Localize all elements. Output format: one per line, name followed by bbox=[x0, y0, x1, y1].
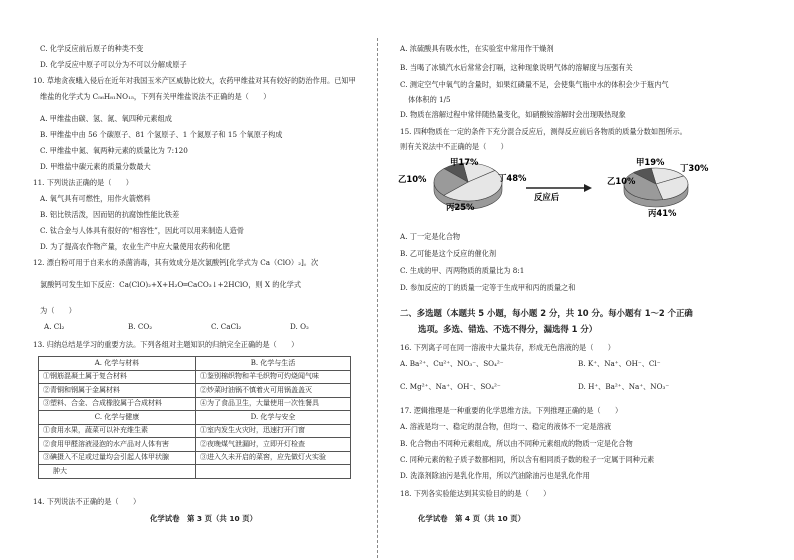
q10-option-c: C. 甲维盐中氮、氧两种元素的质量比为 7:120 bbox=[40, 146, 188, 155]
left-page bbox=[0, 0, 375, 560]
table-cell: ②夜晚煤气泄漏时，立即开灯检查 bbox=[196, 438, 351, 452]
pie-after-label-ding: 丁30% bbox=[680, 163, 709, 173]
arrow-label: 反应后 bbox=[534, 192, 560, 202]
q10-option-b: B. 甲维盐中由 56 个碳原子、81 个氢原子、1 个氮原子和 15 个氧原子构成 bbox=[40, 130, 283, 139]
table-cell bbox=[196, 465, 351, 479]
q15-stem-cont: 则有关说法中不正确的是（ ） bbox=[400, 142, 508, 151]
section-heading-cont: 选项。多选、错选、不选不得分，漏选得 1 分） bbox=[418, 324, 598, 334]
pie-before-label-yi: 乙10% bbox=[398, 174, 427, 184]
table-header: C. 化学与健康 bbox=[39, 411, 196, 425]
q10-stem-cont: 维盐的化学式为 C₅₆H₈₁NO₁₅，下列有关甲维盐说法不正确的是（ ） bbox=[40, 92, 271, 101]
pie-before-label-jia: 甲17% bbox=[450, 157, 479, 167]
q12-option-c: C. CaCl₂ bbox=[211, 322, 242, 331]
q10-stem: 10. 草地贪夜蛾入侵后在近年对我国玉米产区威胁比较大，农药甲维盐对其有较好的防治作用。已知甲 bbox=[33, 76, 356, 85]
q17-option-d: D. 洗涤剂除油污是乳化作用，所以汽油除油污也是乳化作用 bbox=[400, 471, 590, 480]
q15-pie-figure bbox=[398, 154, 728, 226]
q16-stem: 16. 下列离子可在同一溶液中大量共存，形成无色溶液的是（ ） bbox=[400, 343, 615, 352]
table-header: A. 化学与材料 bbox=[39, 357, 196, 371]
q14-option-c: C. 测定空气中氧气的含量时，如果红磷量不足，会使集气瓶中水的体积会少于瓶内气 bbox=[400, 80, 669, 89]
q13-stem: 13. 归纳总结是学习的重要方法。下列各组对主题知识的归纳完全正确的是（ ） bbox=[33, 340, 299, 349]
table-header: D. 化学与安全 bbox=[196, 411, 351, 425]
q11-option-b: B. 铝比铁活泼，因而铝的抗腐蚀性能比铁差 bbox=[40, 210, 180, 219]
q11-option-a: A. 氧气具有可燃性，用作火箭燃料 bbox=[40, 194, 151, 203]
q15-option-d: D. 参加反应的丁的质量一定等于生成甲和丙的质量之和 bbox=[400, 283, 576, 292]
table-cell: ②青铜和钢属于金属材料 bbox=[39, 384, 196, 398]
q17-option-a: A. 溶液是均一、稳定的混合物，但均一、稳定的液体不一定是溶液 bbox=[400, 422, 612, 431]
table-cell: 肿大 bbox=[39, 465, 196, 479]
q16-option-b: B. K⁺、Na⁺、OH⁻、Cl⁻ bbox=[578, 359, 661, 368]
q11-option-c: C. 钛合金与人体具有很好的“相容性”，因此可以用来制造人造骨 bbox=[40, 226, 245, 235]
table-cell: ①食用水果，蔬菜可以补充维生素 bbox=[39, 424, 196, 438]
right-page bbox=[382, 0, 794, 560]
q9-option-c: C. 化学反应前后原子的种类不变 bbox=[40, 44, 144, 53]
table-cell: ③塑料、合金、合成橡胶属于合成材料 bbox=[39, 397, 196, 411]
q18-stem: 18. 下列各实验能达到其实验目的的是（ ） bbox=[400, 489, 551, 498]
pie-before-label-bing: 丙25% bbox=[446, 202, 475, 212]
q12-option-d: D. O₂ bbox=[290, 322, 309, 331]
page-footer: 化学试卷 第 3 页（共 10 页） bbox=[150, 514, 258, 523]
page-footer: 化学试卷 第 4 页（共 10 页） bbox=[418, 514, 526, 523]
pie-after-label-yi: 乙10% bbox=[607, 176, 636, 186]
q14-option-d: D. 物质在溶解过程中常伴随热量变化，如硝酸铵溶解时会出现吸热现象 bbox=[400, 110, 626, 119]
column-divider bbox=[377, 38, 378, 558]
q15-option-c: C. 生成的甲、丙两物质的质量比为 8:1 bbox=[400, 266, 525, 275]
section-heading: 二、多选题（本题共 5 小题，每小题 2 分，共 10 分。每小题有 1～2 个正确 bbox=[400, 308, 693, 318]
q12-stem: 12. 漂白粉可用于自来水的杀菌消毒，其有效成分是次氯酸钙[化学式为 Ca（ClO）₂]。次 bbox=[33, 258, 319, 267]
q17-option-b: B. 化合物由不同种元素组成，所以由不同种元素组成的物质一定是化合物 bbox=[400, 439, 633, 448]
q11-stem: 11. 下列说法正确的是（ ） bbox=[33, 178, 133, 187]
q16-option-c: C. Mg²⁺、Na⁺、OH⁻、SO₄²⁻ bbox=[400, 382, 501, 391]
q15-option-b: B. 乙可能是这个反应的催化剂 bbox=[400, 249, 497, 258]
q13-knowledge-table bbox=[38, 356, 351, 479]
q14-option-b: B. 当喝了冰镇汽水后常常会打嗝，这种现象说明气体的溶解度与压强有关 bbox=[400, 63, 633, 72]
q10-option-a: A. 甲维盐由碳、氢、氮、氧四种元素组成 bbox=[40, 114, 172, 123]
q10-option-d: D. 甲维盐中碳元素的质量分数最大 bbox=[40, 162, 151, 171]
q15-option-a: A. 丁一定是化合物 bbox=[400, 232, 461, 241]
table-cell: ①室内发生火灾时，迅速打开门窗 bbox=[196, 424, 351, 438]
table-header: B. 化学与生活 bbox=[196, 357, 351, 371]
q12-stem-cont: 氯酸钙可发生如下反应：Ca(ClO)₂+X+H₂O═CaCO₃↓+2HClO，则 X 的化学式 bbox=[40, 280, 302, 289]
q14-option-c-cont: 体体积的 1/5 bbox=[408, 95, 451, 104]
q12-stem-end: 为（ ） bbox=[40, 306, 76, 315]
q15-stem: 15. 四种物质在一定的条件下充分混合反应后，测得反应前后各物质的质量分数如图所示。 bbox=[400, 127, 687, 136]
q11-option-d: D. 为了提高农作物产量，农业生产中应大量使用农药和化肥 bbox=[40, 242, 230, 251]
pie-before-label-ding: 丁48% bbox=[498, 173, 527, 183]
arrow-head-icon bbox=[584, 184, 592, 192]
table-cell: ④为了食品卫生，大量使用一次性餐具 bbox=[196, 397, 351, 411]
q17-option-c: C. 同种元素的粒子质子数都相同，所以含有相同质子数的粒子一定属于同种元素 bbox=[400, 455, 655, 464]
q14-option-a: A. 浓硫酸具有吸水性，在实验室中常用作干燥剂 bbox=[400, 44, 554, 53]
q9-option-d: D. 化学反应中原子可以分为不可以分解成原子 bbox=[40, 60, 187, 69]
q14-stem: 14. 下列说法不正确的是（ ） bbox=[33, 497, 141, 506]
table-cell: ③碘摄入不足或过量均会引起人体甲状腺 bbox=[39, 451, 196, 465]
q16-option-a: A. Ba²⁺、Cu²⁺、NO₃⁻、SO₄²⁻ bbox=[400, 359, 504, 368]
table-cell: ③进入久未开启的菜窖，应先做灯火实验 bbox=[196, 451, 351, 465]
pie-after-label-jia: 甲19% bbox=[636, 157, 665, 167]
table-cell: ②食用甲醛溶液浸泡的水产品对人体有害 bbox=[39, 438, 196, 452]
q12-option-a: A. Cl₂ bbox=[44, 322, 65, 331]
q12-option-b: B. CO₂ bbox=[128, 322, 153, 331]
table-cell: ①鉴别棉织物和羊毛织物可灼烧闻气味 bbox=[196, 370, 351, 384]
pie-after-label-bing: 丙41% bbox=[648, 208, 677, 218]
q16-option-d: D. H⁺、Ba²⁺、Na⁺、NO₃⁻ bbox=[578, 382, 670, 391]
q17-stem: 17. 逻辑推理是一种重要的化学思维方法。下列推理正确的是（ ） bbox=[400, 406, 623, 415]
table-cell: ②炒菜时油锅不慎着火可用锅盖盖灭 bbox=[196, 384, 351, 398]
table-cell: ①钢筋混凝土属于复合材料 bbox=[39, 370, 196, 384]
pie-after bbox=[624, 168, 688, 207]
